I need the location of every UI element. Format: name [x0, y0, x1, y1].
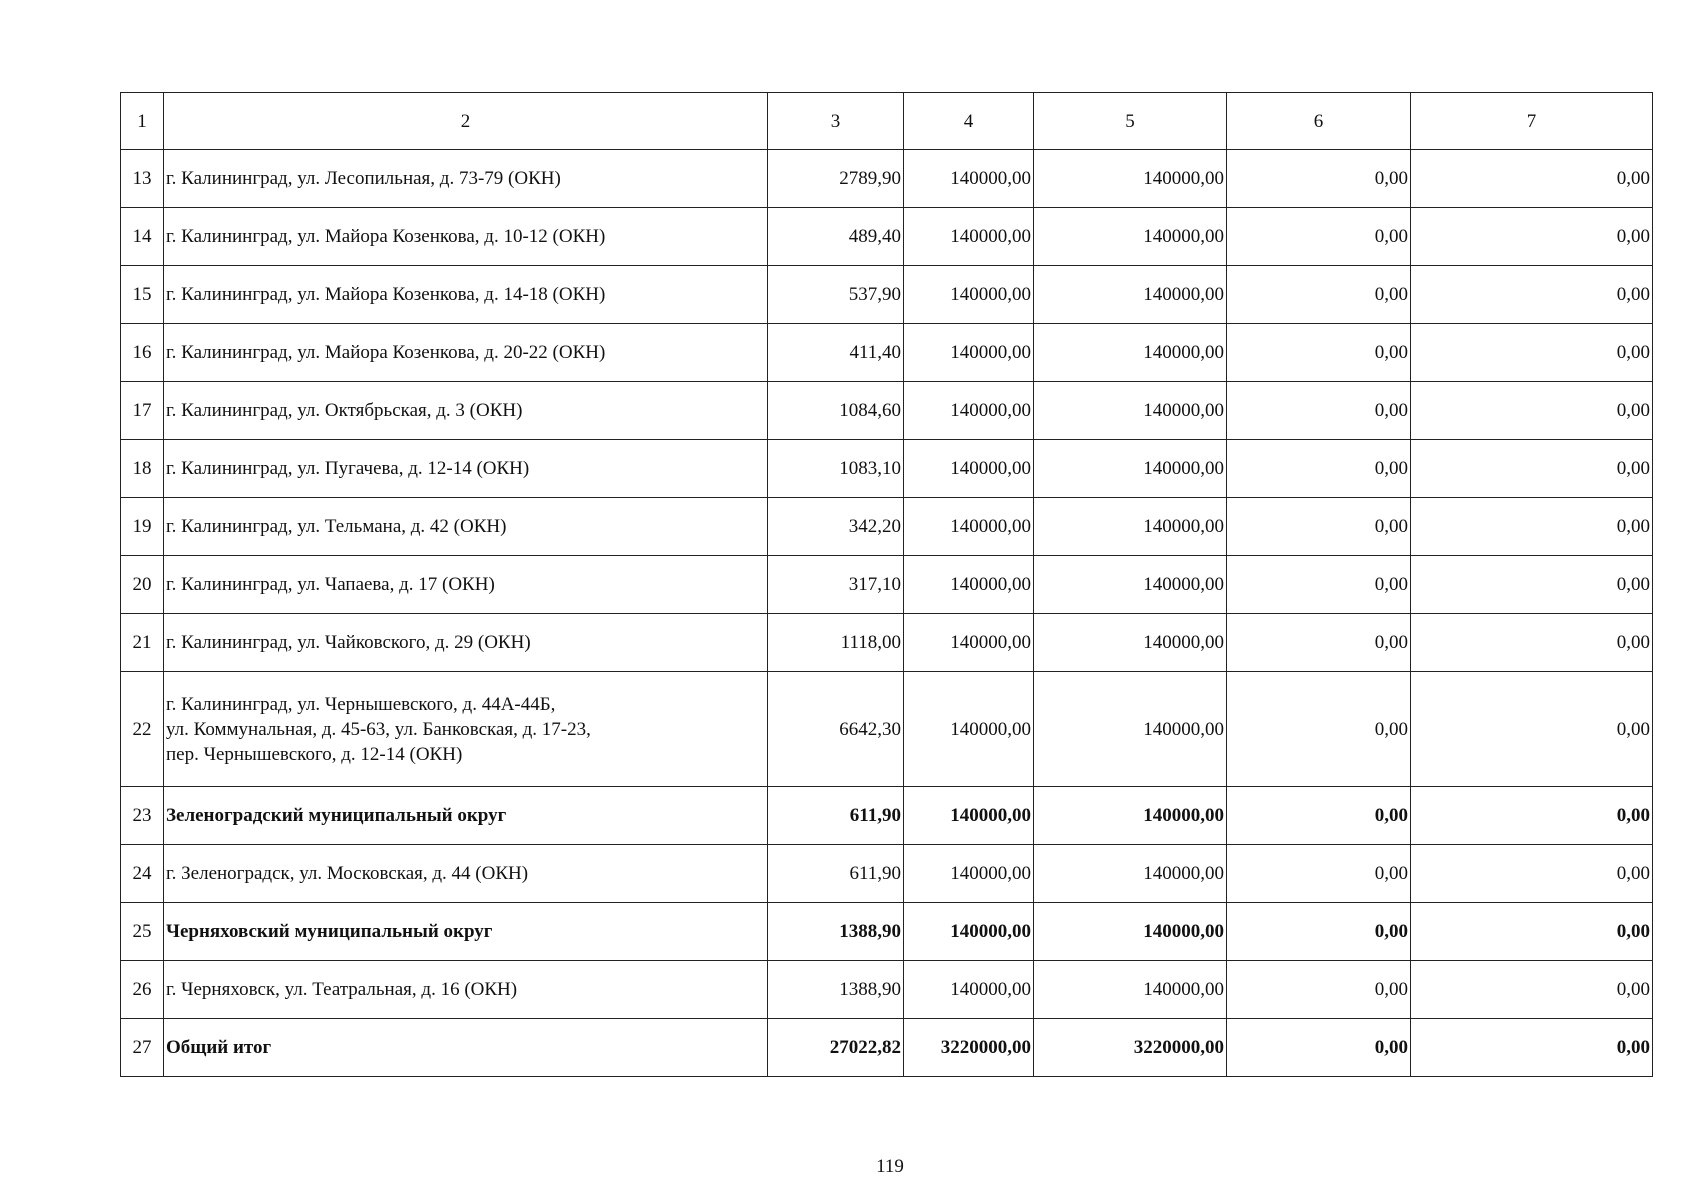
- rate-cell: 140000,00: [904, 498, 1034, 556]
- area-cell: 2789,90: [768, 150, 904, 208]
- address-cell: г. Калининград, ул. Тельмана, д. 42 (ОКН): [164, 498, 768, 556]
- column-6-cell: 0,00: [1227, 787, 1411, 845]
- area-cell: 611,90: [768, 787, 904, 845]
- table-row: [121, 208, 1653, 266]
- row-number-cell: 14: [121, 208, 164, 266]
- column-7-cell: 0,00: [1411, 382, 1653, 440]
- amount-cell: 140000,00: [1034, 672, 1227, 787]
- row-number-cell: 27: [121, 1019, 164, 1077]
- row-number-cell: 16: [121, 324, 164, 382]
- amount-cell: 140000,00: [1034, 440, 1227, 498]
- table-row: [121, 845, 1653, 903]
- amount-cell: 140000,00: [1034, 150, 1227, 208]
- rate-cell: 140000,00: [904, 961, 1034, 1019]
- address-cell: Общий итог: [164, 1019, 768, 1077]
- rate-cell: 140000,00: [904, 903, 1034, 961]
- table-row: [121, 440, 1653, 498]
- rate-cell: 3220000,00: [904, 1019, 1034, 1077]
- amount-cell: 140000,00: [1034, 208, 1227, 266]
- amount-cell: 140000,00: [1034, 787, 1227, 845]
- column-7-cell: 0,00: [1411, 208, 1653, 266]
- address-cell: г. Черняховск, ул. Театральная, д. 16 (ОКН): [164, 961, 768, 1019]
- address-cell: г. Калининград, ул. Лесопильная, д. 73-79 (ОКН): [164, 150, 768, 208]
- amount-cell: 3220000,00: [1034, 1019, 1227, 1077]
- column-header-2: 2: [164, 93, 768, 150]
- amount-cell: 140000,00: [1034, 498, 1227, 556]
- area-cell: 6642,30: [768, 672, 904, 787]
- table-row: [121, 672, 1653, 787]
- table-row: [121, 266, 1653, 324]
- rate-cell: 140000,00: [904, 324, 1034, 382]
- rate-cell: 140000,00: [904, 787, 1034, 845]
- address-cell: г. Зеленоградск, ул. Московская, д. 44 (ОКН): [164, 845, 768, 903]
- column-7-cell: 0,00: [1411, 498, 1653, 556]
- address-cell: г. Калининград, ул. Пугачева, д. 12-14 (ОКН): [164, 440, 768, 498]
- table-body: [121, 93, 1653, 1077]
- address-line: г. Калининград, ул. Чернышевского, д. 44А-44Б,: [166, 693, 556, 715]
- area-cell: 1118,00: [768, 614, 904, 672]
- column-6-cell: 0,00: [1227, 382, 1411, 440]
- area-cell: 411,40: [768, 324, 904, 382]
- table-row-subtotal: [121, 1019, 1653, 1077]
- amount-cell: 140000,00: [1034, 961, 1227, 1019]
- row-number-cell: 17: [121, 382, 164, 440]
- table-row-subtotal: [121, 787, 1653, 845]
- row-number-cell: 13: [121, 150, 164, 208]
- column-6-cell: 0,00: [1227, 672, 1411, 787]
- amount-cell: 140000,00: [1034, 845, 1227, 903]
- address-cell: г. Калининград, ул. Майора Козенкова, д. 10-12 (ОКН): [164, 208, 768, 266]
- row-number-cell: 15: [121, 266, 164, 324]
- row-number-cell: 22: [121, 672, 164, 787]
- address-cell: г. Калининград, ул. Чапаева, д. 17 (ОКН): [164, 556, 768, 614]
- table-row: [121, 556, 1653, 614]
- column-7-cell: 0,00: [1411, 150, 1653, 208]
- column-header-5: 5: [1034, 93, 1227, 150]
- row-number-cell: 19: [121, 498, 164, 556]
- address-cell: Черняховский муниципальный округ: [164, 903, 768, 961]
- column-6-cell: 0,00: [1227, 556, 1411, 614]
- column-header-7: 7: [1411, 93, 1653, 150]
- column-6-cell: 0,00: [1227, 903, 1411, 961]
- column-6-cell: 0,00: [1227, 324, 1411, 382]
- column-7-cell: 0,00: [1411, 787, 1653, 845]
- area-cell: 1083,10: [768, 440, 904, 498]
- row-number-cell: 21: [121, 614, 164, 672]
- column-6-cell: 0,00: [1227, 208, 1411, 266]
- column-6-cell: 0,00: [1227, 440, 1411, 498]
- area-cell: 317,10: [768, 556, 904, 614]
- table-row: [121, 324, 1653, 382]
- table-row: [121, 498, 1653, 556]
- rate-cell: 140000,00: [904, 150, 1034, 208]
- rate-cell: 140000,00: [904, 672, 1034, 787]
- rate-cell: 140000,00: [904, 266, 1034, 324]
- table-row-subtotal: [121, 903, 1653, 961]
- table-row: [121, 614, 1653, 672]
- data-table: [120, 92, 1653, 1077]
- amount-cell: 140000,00: [1034, 903, 1227, 961]
- column-6-cell: 0,00: [1227, 614, 1411, 672]
- address-cell: г. Калининград, ул. Майора Козенкова, д. 20-22 (ОКН): [164, 324, 768, 382]
- row-number-cell: 25: [121, 903, 164, 961]
- address-line: ул. Коммунальная, д. 45-63, ул. Банковская, д. 17-23,: [166, 718, 591, 740]
- area-cell: 611,90: [768, 845, 904, 903]
- amount-cell: 140000,00: [1034, 614, 1227, 672]
- column-7-cell: 0,00: [1411, 440, 1653, 498]
- address-cell: [164, 672, 768, 787]
- page-number: 119: [876, 1156, 904, 1177]
- column-7-cell: 0,00: [1411, 324, 1653, 382]
- area-cell: 1388,90: [768, 961, 904, 1019]
- column-7-cell: 0,00: [1411, 672, 1653, 787]
- column-7-cell: 0,00: [1411, 614, 1653, 672]
- area-cell: 1388,90: [768, 903, 904, 961]
- row-number-cell: 20: [121, 556, 164, 614]
- rate-cell: 140000,00: [904, 556, 1034, 614]
- column-6-cell: 0,00: [1227, 498, 1411, 556]
- column-7-cell: 0,00: [1411, 266, 1653, 324]
- column-6-cell: 0,00: [1227, 1019, 1411, 1077]
- row-number-cell: 23: [121, 787, 164, 845]
- column-header-4: 4: [904, 93, 1034, 150]
- table-row: [121, 961, 1653, 1019]
- rate-cell: 140000,00: [904, 382, 1034, 440]
- column-7-cell: 0,00: [1411, 556, 1653, 614]
- area-cell: 342,20: [768, 498, 904, 556]
- rate-cell: 140000,00: [904, 845, 1034, 903]
- address-cell: г. Калининград, ул. Майора Козенкова, д. 14-18 (ОКН): [164, 266, 768, 324]
- rate-cell: 140000,00: [904, 440, 1034, 498]
- amount-cell: 140000,00: [1034, 382, 1227, 440]
- amount-cell: 140000,00: [1034, 556, 1227, 614]
- area-cell: 27022,82: [768, 1019, 904, 1077]
- column-6-cell: 0,00: [1227, 845, 1411, 903]
- amount-cell: 140000,00: [1034, 266, 1227, 324]
- address-cell: Зеленоградский муниципальный округ: [164, 787, 768, 845]
- column-header-3: 3: [768, 93, 904, 150]
- row-number-cell: 26: [121, 961, 164, 1019]
- area-cell: 1084,60: [768, 382, 904, 440]
- row-number-cell: 18: [121, 440, 164, 498]
- rate-cell: 140000,00: [904, 208, 1034, 266]
- column-header-6: 6: [1227, 93, 1411, 150]
- column-7-cell: 0,00: [1411, 1019, 1653, 1077]
- column-7-cell: 0,00: [1411, 961, 1653, 1019]
- rate-cell: 140000,00: [904, 614, 1034, 672]
- address-cell: г. Калининград, ул. Чайковского, д. 29 (ОКН): [164, 614, 768, 672]
- column-7-cell: 0,00: [1411, 845, 1653, 903]
- column-number-row: [121, 93, 1653, 150]
- column-6-cell: 0,00: [1227, 961, 1411, 1019]
- table-row: [121, 150, 1653, 208]
- table-row: [121, 382, 1653, 440]
- address-line: пер. Чернышевского, д. 12-14 (ОКН): [166, 743, 463, 765]
- column-6-cell: 0,00: [1227, 150, 1411, 208]
- column-header-1: 1: [121, 93, 164, 150]
- column-6-cell: 0,00: [1227, 266, 1411, 324]
- address-cell: г. Калининград, ул. Октябрьская, д. 3 (ОКН): [164, 382, 768, 440]
- row-number-cell: 24: [121, 845, 164, 903]
- area-cell: 537,90: [768, 266, 904, 324]
- amount-cell: 140000,00: [1034, 324, 1227, 382]
- column-7-cell: 0,00: [1411, 903, 1653, 961]
- area-cell: 489,40: [768, 208, 904, 266]
